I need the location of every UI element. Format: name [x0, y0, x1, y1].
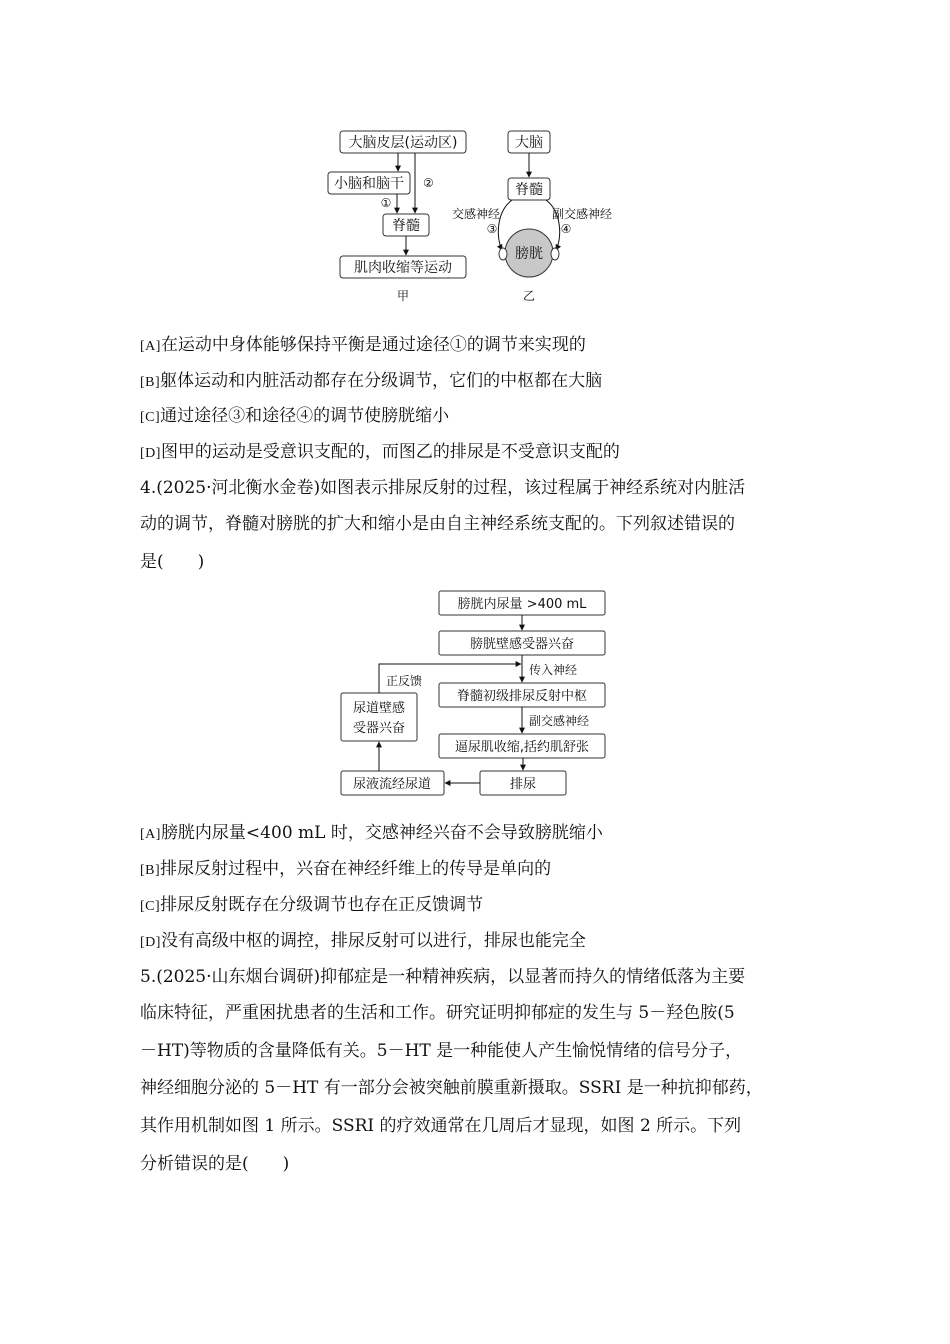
flow-label-volume: 膀胱内尿量 >400 mL [457, 597, 587, 612]
option-letter: [A] [140, 827, 161, 842]
q4-option-b [140, 858, 551, 882]
figure-jia-yi [320, 120, 640, 310]
q4-stem-line-2: 动的调节，脊髓对膀胱的扩大和缩小是由自主神经系统支配的。下列叙述错误的 [140, 514, 735, 534]
flow-label-parasympathetic: 副交感神经 [529, 714, 590, 728]
option-text: 在运动中身体能够保持平衡是通过途径①的调节来实现的 [160, 335, 586, 355]
option-letter: [A] [140, 339, 161, 354]
jia-spinal-label: 脊髓 [392, 218, 420, 234]
flow-label-receptor: 膀胱壁感受器兴奋 [469, 637, 575, 652]
yi-caption: 乙 [522, 289, 536, 303]
option-text: 躯体运动和内脏活动都存在分级调节，它们的中枢都在大脑 [160, 371, 603, 391]
option-text: 膀胱内尿量<400 mL 时，交感神经兴奋不会导致膀胱缩小 [160, 823, 603, 843]
yi-bladder-right-node [551, 248, 559, 260]
jia-path2-label: ② [423, 176, 434, 190]
yi-spinal-label: 脊髓 [515, 182, 543, 198]
option-letter: [B] [140, 863, 161, 878]
jia-path1-label: ① [380, 196, 392, 210]
flow-label-urethra: 尿液流经尿道 [352, 777, 432, 792]
option-letter: [D] [140, 446, 161, 461]
flow-label-urethra-receptor-1: 尿道壁感 [352, 701, 406, 716]
q3-option-d [140, 441, 620, 465]
flow-label-urethra-receptor-2: 受器兴奋 [352, 721, 406, 736]
option-text: 通过途径③和途径④的调节使膀胱缩小 [160, 406, 450, 426]
yi-bladder-label: 膀胱 [515, 246, 543, 262]
q4-option-a [140, 822, 603, 846]
flow-label-spinal-center: 脊髓初级排尿反射中枢 [456, 689, 588, 704]
option-letter: [C] [140, 410, 161, 425]
q3-option-b [140, 370, 602, 394]
q3-option-c [140, 405, 449, 429]
yi-brain-label: 大脑 [515, 135, 543, 151]
option-letter: [B] [140, 375, 161, 390]
q3-option-a [140, 334, 586, 358]
q5-stem-line-3: －HT)等物质的含量降低有关。5－HT 是一种能使人产生愉悦情绪的信号分子， [140, 1041, 743, 1061]
yi-parasympathetic-label: 副交感神经 [551, 207, 613, 221]
option-letter: [D] [140, 935, 161, 950]
q5-stem-line-5: 其作用机制如图 1 所示。SSRI 的疗效通常在几周后才显现，如图 2 所示。下列 [140, 1116, 742, 1136]
option-letter: [C] [140, 899, 161, 914]
q5-stem-line-1: 5.(2025·山东烟台调研)抑郁症是一种精神疾病，以显著而持久的情绪低落为主要 [140, 967, 746, 987]
flow-label-feedback: 正反馈 [386, 674, 423, 688]
flow-label-urinate: 排尿 [509, 777, 537, 792]
jia-muscle-label: 肌肉收缩等运动 [354, 260, 452, 276]
option-text: 没有高级中枢的调控，排尿反射可以进行，排尿也能完全 [160, 931, 586, 951]
yi-bladder-left-node [499, 248, 507, 260]
q5-stem-line-6: 分析错误的是( ) [140, 1154, 290, 1174]
yi-sympathetic-label: 交感神经 [451, 207, 501, 221]
q4-option-d [140, 930, 586, 954]
option-text: 图甲的运动是受意识支配的，而图乙的排尿是不受意识支配的 [160, 442, 620, 462]
jia-caption: 甲 [396, 289, 410, 303]
jia-cerebellum-label: 小脑和脑干 [334, 176, 404, 192]
q5-stem-line-4: 神经细胞分泌的 5－HT 有一部分会被突触前膜重新摄取。SSRI 是一种抗抑郁药， [140, 1078, 763, 1098]
figure-urination-flowchart [330, 585, 620, 800]
option-text: 排尿反射既存在分级调节也存在正反馈调节 [160, 895, 484, 915]
q4-option-c [140, 894, 483, 918]
yi-path4-label: ④ [560, 222, 572, 236]
q4-stem-line-3: 是( ) [140, 552, 205, 572]
yi-path3-label: ③ [486, 222, 498, 236]
flow-label-muscle: 逼尿肌收缩,括约肌舒张 [454, 740, 590, 755]
option-text: 排尿反射过程中，兴奋在神经纤维上的传导是单向的 [160, 859, 552, 879]
q4-stem-line-1: 4.(2025·河北衡水金卷)如图表示排尿反射的过程，该过程属于神经系统对内脏活 [140, 478, 746, 498]
q5-stem-line-2: 临床特征，严重困扰患者的生活和工作。研究证明抑郁症的发生与 5－羟色胺(5 [140, 1003, 735, 1023]
flow-label-afferent: 传入神经 [529, 663, 578, 677]
jia-cortex-label: 大脑皮层(运动区) [348, 135, 458, 151]
